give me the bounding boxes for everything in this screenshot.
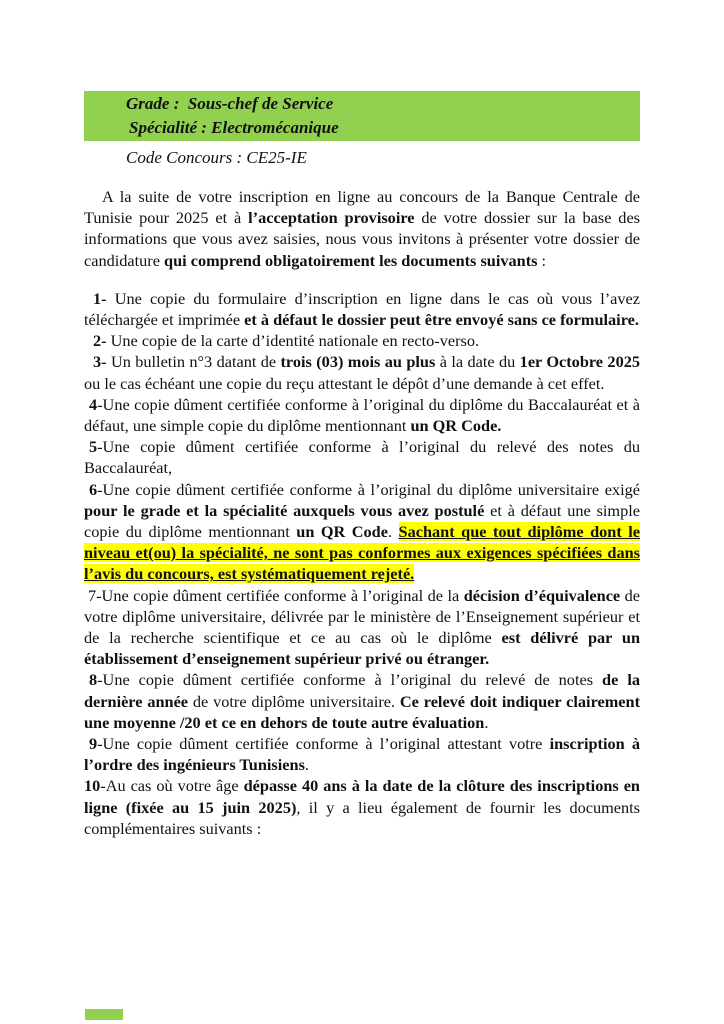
document-content <box>84 0 640 839</box>
text-run: . <box>304 755 309 775</box>
text-run: de votre dossier sur la base des informations que vous avez saisies, nous vous invitons à présenter votre dossier de candidature <box>84 208 641 270</box>
text-run: -Au cas où votre âge <box>100 776 244 796</box>
next-page-green-sliver <box>85 1009 123 1020</box>
list-item-9 <box>84 733 640 775</box>
list-item-3 <box>84 351 640 393</box>
text-run: -Une copie dûment certifiée conforme à l’original attestant votre <box>97 734 550 754</box>
bold-run: 1- <box>93 288 107 308</box>
bold-run: 5 <box>89 437 98 457</box>
bold-run: et à défaut le dossier peut être envoyé sans ce formulaire. <box>244 310 639 330</box>
bold-run: 1er Octobre 2025 <box>519 352 640 372</box>
grade-line: Grade : Sous-chef de Service <box>126 94 334 113</box>
text-run: -Une copie dûment certifiée conforme à l’original du diplôme du Baccalauréat et à défaut, une simple copie du diplôme mentionnant <box>84 394 640 436</box>
text-run: de votre diplôme universitaire, délivrée par le ministère de l’Enseignement supérieur et de la recherche scientifique et ce au cas où le diplôme <box>84 585 640 648</box>
bold-run: 8 <box>89 670 98 690</box>
text-run: A la suite de votre inscription en ligne au concours de la Banque Centrale de Tunisie pour 2025 et à <box>84 187 640 228</box>
list-item-5 <box>84 436 640 478</box>
list-item-2 <box>84 330 640 351</box>
bold-run: un QR Code. <box>410 416 502 436</box>
code-concours-line: Code Concours : CE25-IE <box>126 148 307 167</box>
required-documents-list <box>84 288 640 839</box>
text-run: : <box>537 250 547 270</box>
text-run: et à défaut une simple copie du diplôme mentionnant <box>84 500 640 542</box>
list-item-1 <box>84 288 640 330</box>
bold-run: 10 <box>84 776 101 796</box>
bold-run: Ce relevé doit indiquer clairement une moyenne /20 et ce en dehors de toute autre évaluation <box>84 691 640 732</box>
text-run: ou le cas échéant une copie du reçu attestant le dépôt d’une demande à cet effet. <box>84 373 605 393</box>
bold-run: est délivré par un établissement d’enseignement supérieur privé ou étranger. <box>84 628 640 669</box>
text-run: -Une copie dûment certifiée conforme à l’original du diplôme universitaire exigé <box>97 479 640 499</box>
text-run: Un bulletin n°3 datant de <box>106 352 281 372</box>
list-item-7 <box>84 585 640 670</box>
bold-run: inscription à l’ordre des ingénieurs Tunisiens <box>84 734 640 775</box>
highlighted-run: Sachant que tout diplôme dont le niveau et(ou) la spécialité, ne sont pas conformes aux exigences spécifiées dans l’avis du concours, est systématiquement rejeté. <box>84 522 640 584</box>
bold-run: de la dernière année <box>84 670 640 711</box>
list-item-10 <box>84 775 640 839</box>
text-run: Une copie du formulaire d’inscription en ligne dans le cas où vous l’avez téléchargée et imprimée <box>84 288 640 330</box>
list-item-8 <box>84 669 640 733</box>
bold-run: trois (03) mois au plus <box>280 352 436 372</box>
bold-run: 6 <box>89 479 98 499</box>
bold-run: 2- <box>93 331 107 351</box>
text-run: . <box>484 712 489 732</box>
text-run: de votre diplôme universitaire. <box>188 691 400 711</box>
bold-run: décision d’équivalence <box>463 585 621 605</box>
bold-run: qui comprend obligatoirement les documents suivants <box>164 250 538 270</box>
text-run: , il y a lieu également de fournir les documents complémentaires suivants : <box>84 797 640 838</box>
bold-run: 4 <box>89 394 98 414</box>
text-run: 7-Une copie dûment certifiée conforme à l’original de la <box>88 585 464 605</box>
list-item-6 <box>84 479 640 585</box>
bold-run: l’acceptation provisoire <box>248 208 415 228</box>
specialite-line: Spécialité : Electromécanique <box>129 118 339 137</box>
bold-run: 3- <box>93 352 107 372</box>
text-run: à la date du <box>435 352 520 372</box>
bold-run: dépasse 40 ans à la date de la clôture des inscriptions en ligne (fixée au 15 juin 2025) <box>84 776 640 817</box>
bold-run: pour le grade et la spécialité auxquels vous avez postulé <box>84 500 485 520</box>
text-run: -Une copie dûment certifiée conforme à l’original du relevé des notes du Baccalauréat, <box>84 437 640 478</box>
text-run: Une copie de la carte d’identité nationale en recto-verso. <box>106 331 480 351</box>
text-run: . <box>387 522 399 542</box>
bold-run: 9 <box>89 734 98 754</box>
bold-run: un QR Code <box>296 522 388 542</box>
header-banner <box>84 91 640 141</box>
intro-paragraph <box>84 186 640 271</box>
text-run: -Une copie dûment certifiée conforme à l’original du relevé de notes <box>97 670 603 690</box>
list-item-4 <box>84 394 640 436</box>
